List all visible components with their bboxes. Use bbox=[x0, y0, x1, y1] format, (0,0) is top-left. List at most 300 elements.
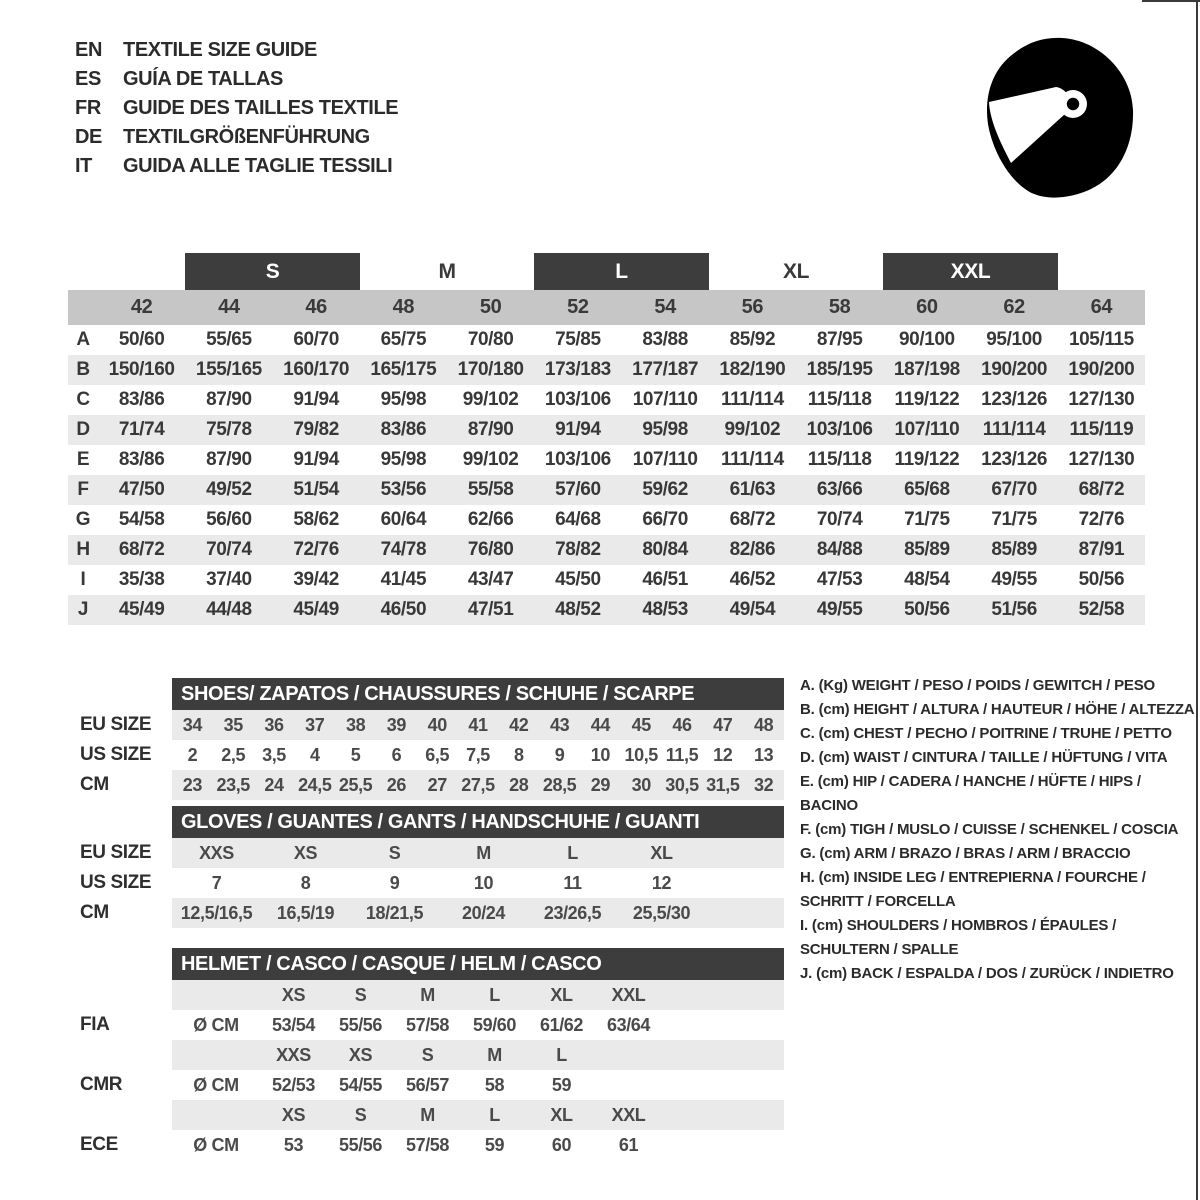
size-cell: 72/76 bbox=[293, 539, 339, 560]
helmet-values-cells bbox=[172, 1070, 784, 1100]
size-cell: 39/42 bbox=[293, 569, 339, 590]
shoes-table bbox=[80, 678, 784, 800]
language-label: GUIDA ALLE TAGLIE TESSILI bbox=[123, 155, 393, 177]
size-cell: 83/86 bbox=[118, 449, 165, 470]
size-group-row bbox=[68, 253, 1145, 290]
legend-item: E. (cm) HIP / CADERA / HANCHE / HÜFTE / HIPS / BACINO bbox=[800, 773, 1141, 814]
size-cell: 65/75 bbox=[380, 329, 427, 350]
language-label: GUIDE DES TAILLES TEXTILE bbox=[123, 97, 399, 119]
size-cell: 46/52 bbox=[729, 569, 776, 590]
size-cell: 72/76 bbox=[1078, 509, 1125, 530]
size-cell: 68/72 bbox=[729, 509, 776, 530]
size-cell: 71/74 bbox=[118, 419, 165, 440]
helmet-value-cell: 59/60 bbox=[472, 1014, 517, 1035]
language-item bbox=[75, 65, 398, 94]
size-cell: 75/78 bbox=[206, 419, 252, 440]
helmet-size-header: XXS bbox=[276, 1044, 311, 1065]
legend-item: B. (cm) HEIGHT / ALTURA / HAUTEUR / HÖHE / ALTEZZA bbox=[800, 701, 1195, 718]
size-cell: 150/160 bbox=[108, 359, 175, 380]
size-cell: 48/52 bbox=[555, 599, 601, 620]
helmet-value-cell: 52/53 bbox=[271, 1074, 316, 1095]
size-column-header-row bbox=[68, 290, 1145, 325]
shoes-value-cell: 27 bbox=[427, 774, 447, 795]
size-cell: 46/50 bbox=[380, 599, 427, 620]
size-cell: 65/68 bbox=[904, 479, 950, 500]
size-cell: 45/49 bbox=[118, 599, 165, 620]
helmet-size-header: XXL bbox=[611, 984, 646, 1005]
size-cell: 68/72 bbox=[1078, 479, 1125, 500]
legend-item: C. (cm) CHEST / PECHO / POITRINE / TRUHE / PETTO bbox=[800, 725, 1172, 742]
helmet-sizes-cells bbox=[172, 980, 784, 1010]
size-cell: 85/89 bbox=[904, 539, 950, 560]
helmet-size-header: L bbox=[556, 1044, 567, 1065]
shoes-value-cell: 23,5 bbox=[216, 774, 250, 795]
shoes-value-cell: 34 bbox=[182, 714, 203, 735]
size-cell: 87/90 bbox=[467, 419, 514, 440]
size-column-header: 62 bbox=[1003, 296, 1025, 318]
helmet-size-header: XS bbox=[281, 1104, 306, 1125]
size-cell: 165/175 bbox=[370, 359, 437, 380]
size-cell: 83/86 bbox=[380, 419, 427, 440]
size-row bbox=[68, 445, 1145, 475]
size-row-letter: G bbox=[75, 509, 91, 530]
size-column-header: 54 bbox=[654, 296, 676, 318]
size-cell: 103/106 bbox=[544, 389, 611, 410]
language-label: TEXTILGRÖßENFÜHRUNG bbox=[123, 126, 370, 148]
shoes-value-cell: 43 bbox=[549, 714, 570, 735]
shoes-row-label: CM bbox=[80, 774, 109, 795]
shoes-value-cell: 26 bbox=[386, 774, 406, 795]
shoes-value-cell: 29 bbox=[590, 774, 610, 795]
shoes-value-cell: 28,5 bbox=[542, 774, 577, 795]
size-cell: 50/56 bbox=[904, 599, 950, 620]
language-code: FR bbox=[75, 97, 101, 119]
helmet-table bbox=[80, 948, 784, 1160]
language-code: EN bbox=[75, 39, 102, 61]
shoes-value-cell: 36 bbox=[264, 714, 284, 735]
size-cell: 87/91 bbox=[1078, 539, 1125, 560]
helmet-value-cell: 54/55 bbox=[338, 1074, 383, 1095]
sub-tables bbox=[80, 678, 784, 1160]
size-cell: 55/58 bbox=[467, 479, 514, 500]
language-item bbox=[75, 123, 398, 152]
gloves-value-cell: XXS bbox=[199, 842, 234, 863]
shoes-cells bbox=[172, 770, 784, 800]
spacer bbox=[80, 980, 172, 1010]
helmet-value-cell: 57/58 bbox=[405, 1134, 450, 1155]
gloves-cells bbox=[172, 868, 784, 898]
size-cell: 45/49 bbox=[293, 599, 339, 620]
size-cell: 83/88 bbox=[642, 329, 688, 350]
size-cell: 187/198 bbox=[893, 359, 960, 380]
helmet-values-cells bbox=[172, 1010, 784, 1040]
size-cell: 70/74 bbox=[206, 539, 252, 560]
size-row-letter: C bbox=[76, 389, 90, 410]
size-row bbox=[68, 595, 1145, 625]
gloves-row bbox=[80, 868, 784, 898]
gloves-cells bbox=[172, 838, 784, 868]
language-code: DE bbox=[75, 126, 102, 148]
gloves-value-cell: S bbox=[388, 842, 401, 863]
size-column-header: 58 bbox=[828, 296, 851, 318]
shoes-value-cell: 24 bbox=[264, 774, 284, 795]
legend-item: D. (cm) WAIST / CINTURA / TAILLE / HÜFTUNG / VITA bbox=[800, 749, 1168, 766]
spacer bbox=[80, 1100, 172, 1130]
helmet-sizes-row bbox=[80, 980, 784, 1010]
helmet-value-cell: 61 bbox=[618, 1134, 639, 1155]
size-cell: 111/114 bbox=[721, 389, 784, 410]
gloves-cells bbox=[172, 898, 784, 928]
size-cell: 46/51 bbox=[642, 569, 688, 590]
helmet-value-cell: 53/54 bbox=[271, 1014, 316, 1035]
helmet-size-header: S bbox=[354, 1104, 367, 1125]
shoes-cells bbox=[172, 740, 784, 770]
size-cell: 75/85 bbox=[555, 329, 601, 350]
language-item bbox=[75, 36, 398, 65]
size-cell: 78/82 bbox=[555, 539, 601, 560]
gloves-value-cell: L bbox=[567, 842, 578, 863]
size-column-header: 60 bbox=[916, 296, 938, 318]
shoes-row bbox=[80, 710, 784, 740]
shoes-row-label: EU SIZE bbox=[80, 714, 152, 735]
size-cell: 107/110 bbox=[894, 419, 960, 440]
size-cell: 59/62 bbox=[642, 479, 688, 500]
spacer bbox=[80, 678, 172, 710]
gloves-value-cell: 9 bbox=[389, 872, 400, 893]
shoes-value-cell: 23 bbox=[182, 774, 203, 795]
size-cell: 83/86 bbox=[118, 389, 165, 410]
shoes-row-label: US SIZE bbox=[80, 744, 152, 765]
spacer bbox=[80, 1040, 172, 1070]
helmet-unit-cell: Ø CM bbox=[193, 1074, 239, 1095]
size-cell: 37/40 bbox=[206, 569, 252, 590]
size-row-letter: F bbox=[77, 479, 89, 500]
shoes-value-cell: 39 bbox=[386, 714, 406, 735]
size-row-letter: E bbox=[76, 449, 90, 470]
helmet-value-cell: 63/64 bbox=[606, 1014, 651, 1035]
size-cell: 87/90 bbox=[206, 389, 252, 410]
language-item bbox=[75, 94, 398, 123]
size-row-letter: A bbox=[76, 329, 90, 350]
spacer bbox=[80, 948, 172, 980]
helmet-values-cells bbox=[172, 1130, 784, 1160]
helmet-value-cell: 57/58 bbox=[405, 1014, 450, 1035]
size-cell: 60/70 bbox=[293, 329, 339, 350]
shoes-value-cell: 40 bbox=[427, 714, 447, 735]
page-border-top bbox=[1142, 0, 1200, 2]
helmet-standard-label: CMR bbox=[80, 1074, 123, 1095]
size-group-label: XXL bbox=[883, 253, 1058, 290]
size-cell: 91/94 bbox=[293, 389, 339, 410]
size-cell: 58/62 bbox=[293, 509, 339, 530]
size-column-header: 42 bbox=[130, 296, 153, 318]
shoes-value-cell: 38 bbox=[345, 714, 366, 735]
helmet-size-header: L bbox=[489, 1104, 500, 1125]
helmet-value-cell: 60 bbox=[551, 1134, 572, 1155]
size-cell: 182/190 bbox=[719, 359, 786, 380]
shoes-row bbox=[80, 770, 784, 800]
size-cell: 115/118 bbox=[807, 449, 872, 470]
legend-item: G. (cm) ARM / BRAZO / BRAS / ARM / BRACCIO bbox=[800, 845, 1131, 862]
size-cell: 49/55 bbox=[991, 569, 1037, 590]
size-cell: 177/187 bbox=[632, 359, 699, 380]
size-cell: 44/48 bbox=[206, 599, 252, 620]
size-cell: 76/80 bbox=[467, 539, 514, 560]
size-cell: 87/90 bbox=[206, 449, 252, 470]
spacer bbox=[80, 806, 172, 838]
language-label: TEXTILE SIZE GUIDE bbox=[123, 39, 317, 61]
shoes-value-cell: 45 bbox=[631, 714, 651, 735]
size-cell: 84/88 bbox=[816, 539, 863, 560]
size-column-header: 56 bbox=[741, 296, 764, 318]
legend-item: F. (cm) TIGH / MUSLO / CUISSE / SCHENKEL / COSCIA bbox=[800, 821, 1179, 838]
size-cell: 71/75 bbox=[904, 509, 950, 530]
shoes-value-cell: 13 bbox=[753, 744, 774, 765]
shoes-value-cell: 3,5 bbox=[262, 744, 286, 765]
shoes-value-cell: 32 bbox=[753, 774, 774, 795]
size-cell: 49/55 bbox=[816, 599, 863, 620]
gloves-row-label: EU SIZE bbox=[80, 842, 152, 863]
gloves-value-cell: 20/24 bbox=[461, 902, 506, 923]
size-row-letter: D bbox=[76, 419, 90, 440]
page-border-right bbox=[1196, 0, 1198, 1200]
shoes-value-cell: 24,5 bbox=[298, 774, 332, 795]
size-cell: 54/58 bbox=[118, 509, 165, 530]
helmet-value-cell: 58 bbox=[484, 1074, 505, 1095]
size-cell: 160/170 bbox=[283, 359, 350, 380]
size-cell: 123/126 bbox=[981, 389, 1048, 410]
shoes-value-cell: 47 bbox=[713, 714, 733, 735]
helmet-sizes-row bbox=[80, 1040, 784, 1070]
size-cell: 103/106 bbox=[806, 419, 873, 440]
size-cell: 79/82 bbox=[293, 419, 339, 440]
gloves-value-cell: M bbox=[476, 842, 491, 863]
helmet-sizes-row bbox=[80, 1100, 784, 1130]
shoes-value-cell: 27,5 bbox=[461, 774, 495, 795]
size-cell: 45/50 bbox=[555, 569, 601, 590]
gloves-table bbox=[80, 806, 784, 928]
size-cell: 95/98 bbox=[642, 419, 688, 440]
shoes-value-cell: 28 bbox=[509, 774, 529, 795]
helmet-value-cell: 53 bbox=[283, 1134, 304, 1155]
size-cell: 105/115 bbox=[1068, 329, 1134, 350]
size-cell: 111/114 bbox=[982, 419, 1046, 440]
size-cell: 57/60 bbox=[555, 479, 601, 500]
size-row bbox=[68, 355, 1145, 385]
size-group-label: XL bbox=[782, 259, 810, 283]
helmet-size-header: L bbox=[489, 984, 500, 1005]
gloves-row-label: CM bbox=[80, 902, 109, 923]
legend-item: H. (cm) INSIDE LEG / ENTREPIERNA / FOURCHE / SCHRITT / FORCELLA bbox=[800, 869, 1146, 910]
size-cell: 74/78 bbox=[380, 539, 427, 560]
size-cell: 41/45 bbox=[380, 569, 427, 590]
size-group-label: S bbox=[185, 253, 360, 290]
helmet-title-bar: HELMET / CASCO / CASQUE / HELM / CASCO bbox=[172, 948, 784, 980]
gloves-value-cell: 8 bbox=[300, 872, 311, 893]
shoes-value-cell: 30 bbox=[631, 774, 651, 795]
gloves-row bbox=[80, 898, 784, 928]
shoes-title-bar: SHOES/ ZAPATOS / CHAUSSURES / SCHUHE / SCARPE bbox=[172, 678, 784, 710]
shoes-cells bbox=[172, 710, 784, 740]
size-cell: 190/200 bbox=[981, 359, 1048, 380]
helmet-value-cell: 56/57 bbox=[405, 1074, 450, 1095]
size-cell: 49/54 bbox=[729, 599, 776, 620]
size-cell: 35/38 bbox=[118, 569, 165, 590]
size-cell: 63/66 bbox=[816, 479, 863, 500]
size-cell: 53/56 bbox=[380, 479, 427, 500]
gloves-value-cell: 10 bbox=[473, 872, 494, 893]
helmet-icon bbox=[982, 30, 1140, 202]
language-code: ES bbox=[75, 68, 101, 90]
shoes-value-cell: 6,5 bbox=[425, 744, 450, 765]
size-cell: 107/110 bbox=[632, 389, 698, 410]
shoes-value-cell: 30,5 bbox=[665, 774, 699, 795]
gloves-row bbox=[80, 838, 784, 868]
size-cell: 70/74 bbox=[816, 509, 863, 530]
size-cell: 64/68 bbox=[555, 509, 601, 530]
shoes-value-cell: 25,5 bbox=[338, 774, 373, 795]
size-cell: 170/180 bbox=[457, 359, 524, 380]
helmet-size-header: S bbox=[354, 984, 367, 1005]
language-item bbox=[75, 152, 398, 181]
size-cell: 68/72 bbox=[118, 539, 165, 560]
size-column-header: 44 bbox=[218, 296, 240, 318]
size-column-header: 48 bbox=[392, 296, 415, 318]
size-row-letter: H bbox=[76, 539, 90, 560]
language-list bbox=[75, 36, 398, 181]
helmet-value-cell: 61/62 bbox=[539, 1014, 584, 1035]
size-cell: 60/64 bbox=[380, 509, 427, 530]
helmet-values-row bbox=[80, 1070, 784, 1100]
legend-item: J. (cm) BACK / ESPALDA / DOS / ZURÜCK / INDIETRO bbox=[800, 965, 1174, 982]
gloves-value-cell: XL bbox=[650, 842, 673, 863]
size-cell: 127/130 bbox=[1068, 449, 1135, 470]
size-cell: 185/195 bbox=[806, 359, 873, 380]
size-row-letter: J bbox=[77, 599, 89, 620]
size-cell: 80/84 bbox=[642, 539, 688, 560]
size-cell: 90/100 bbox=[899, 329, 955, 350]
size-cell: 119/122 bbox=[894, 449, 960, 470]
shoes-value-cell: 7,5 bbox=[466, 744, 490, 765]
size-row bbox=[68, 325, 1145, 355]
size-row bbox=[68, 475, 1145, 505]
size-column-header: 46 bbox=[305, 296, 327, 318]
legend-item: A. (Kg) WEIGHT / PESO / POIDS / GEWITCH / PESO bbox=[800, 677, 1155, 694]
shoes-value-cell: 41 bbox=[468, 714, 488, 735]
shoes-value-cell: 10 bbox=[590, 744, 610, 765]
size-cell: 62/66 bbox=[467, 509, 514, 530]
size-cell: 50/60 bbox=[118, 329, 165, 350]
shoes-value-cell: 8 bbox=[513, 744, 524, 765]
size-cell: 173/183 bbox=[544, 359, 611, 380]
helmet-standard-label: ECE bbox=[80, 1134, 118, 1155]
size-cell: 71/75 bbox=[991, 509, 1037, 530]
helmet-size-header: XL bbox=[550, 984, 573, 1005]
shoes-value-cell: 11,5 bbox=[665, 744, 699, 765]
gloves-value-cell: 16,5/19 bbox=[276, 902, 335, 923]
helmet-unit-cell: Ø CM bbox=[193, 1134, 239, 1155]
helmet-size-header: M bbox=[420, 1104, 435, 1125]
size-cell: 61/63 bbox=[729, 479, 776, 500]
gloves-value-cell: 23/26,5 bbox=[543, 902, 602, 923]
size-cell: 95/100 bbox=[986, 329, 1042, 350]
helmet-value-cell: 55/56 bbox=[338, 1014, 383, 1035]
shoes-value-cell: 42 bbox=[509, 714, 529, 735]
size-cell: 51/54 bbox=[293, 479, 339, 500]
shoes-value-cell: 2,5 bbox=[221, 744, 246, 765]
size-row-letter: I bbox=[80, 569, 86, 590]
size-row bbox=[68, 505, 1145, 535]
size-cell: 47/53 bbox=[816, 569, 863, 590]
helmet-size-header: XS bbox=[348, 1044, 373, 1065]
helmet-values-row bbox=[80, 1010, 784, 1040]
shoes-value-cell: 31,5 bbox=[706, 774, 740, 795]
size-group-label: L bbox=[534, 253, 709, 290]
helmet-size-header: S bbox=[421, 1044, 434, 1065]
size-row bbox=[68, 415, 1145, 445]
gloves-value-cell: 12,5/16,5 bbox=[180, 902, 253, 923]
shoes-value-cell: 2 bbox=[187, 744, 198, 765]
size-cell: 49/52 bbox=[206, 479, 252, 500]
size-cell: 155/165 bbox=[195, 359, 262, 380]
helmet-value-cell: 59 bbox=[484, 1134, 505, 1155]
legend-item: I. (cm) SHOULDERS / HOMBROS / ÉPAULES / SCHULTERN / SPALLE bbox=[800, 917, 1117, 958]
size-cell: 82/86 bbox=[729, 539, 776, 560]
helmet-value-cell: 59 bbox=[551, 1074, 572, 1095]
size-group-label: M bbox=[438, 259, 456, 283]
shoes-value-cell: 44 bbox=[590, 714, 610, 735]
size-cell: 55/65 bbox=[206, 329, 252, 350]
helmet-size-header: M bbox=[420, 984, 435, 1005]
helmet-size-header: XXL bbox=[611, 1104, 646, 1125]
gloves-title-bar: GLOVES / GUANTES / GANTS / HANDSCHUHE / GUANTI bbox=[172, 806, 784, 838]
shoes-value-cell: 37 bbox=[305, 714, 325, 735]
helmet-size-header: M bbox=[487, 1044, 502, 1065]
shoes-value-cell: 48 bbox=[753, 714, 774, 735]
size-column-header: 52 bbox=[567, 296, 589, 318]
size-cell: 95/98 bbox=[380, 449, 427, 470]
size-cell: 87/95 bbox=[816, 329, 863, 350]
language-code: IT bbox=[75, 155, 92, 177]
size-cell: 51/56 bbox=[991, 599, 1037, 620]
gloves-value-cell: 25,5/30 bbox=[632, 902, 691, 923]
shoes-row bbox=[80, 740, 784, 770]
size-cell: 70/80 bbox=[467, 329, 514, 350]
helmet-values-row bbox=[80, 1130, 784, 1160]
language-label: GUÍA DE TALLAS bbox=[123, 68, 283, 90]
size-row bbox=[68, 535, 1145, 565]
size-cell: 56/60 bbox=[206, 509, 252, 530]
size-cell: 119/122 bbox=[894, 389, 960, 410]
shoes-value-cell: 9 bbox=[554, 744, 565, 765]
shoes-value-cell: 12 bbox=[713, 744, 733, 765]
size-cell: 123/126 bbox=[981, 449, 1048, 470]
size-cell: 48/53 bbox=[642, 599, 688, 620]
size-column-header: 64 bbox=[1090, 296, 1113, 318]
size-cell: 115/118 bbox=[807, 389, 872, 410]
helmet-standard-label: FIA bbox=[80, 1014, 110, 1035]
measurement-legend bbox=[800, 674, 1198, 986]
size-cell: 91/94 bbox=[293, 449, 339, 470]
size-cell: 99/102 bbox=[724, 419, 781, 440]
size-cell: 43/47 bbox=[467, 569, 514, 590]
helmet-sizes-cells bbox=[172, 1100, 784, 1130]
helmet-unit-cell: Ø CM bbox=[193, 1014, 239, 1035]
size-cell: 190/200 bbox=[1068, 359, 1135, 380]
shoes-value-cell: 5 bbox=[350, 744, 361, 765]
shoes-value-cell: 35 bbox=[223, 714, 243, 735]
size-cell: 85/89 bbox=[991, 539, 1037, 560]
